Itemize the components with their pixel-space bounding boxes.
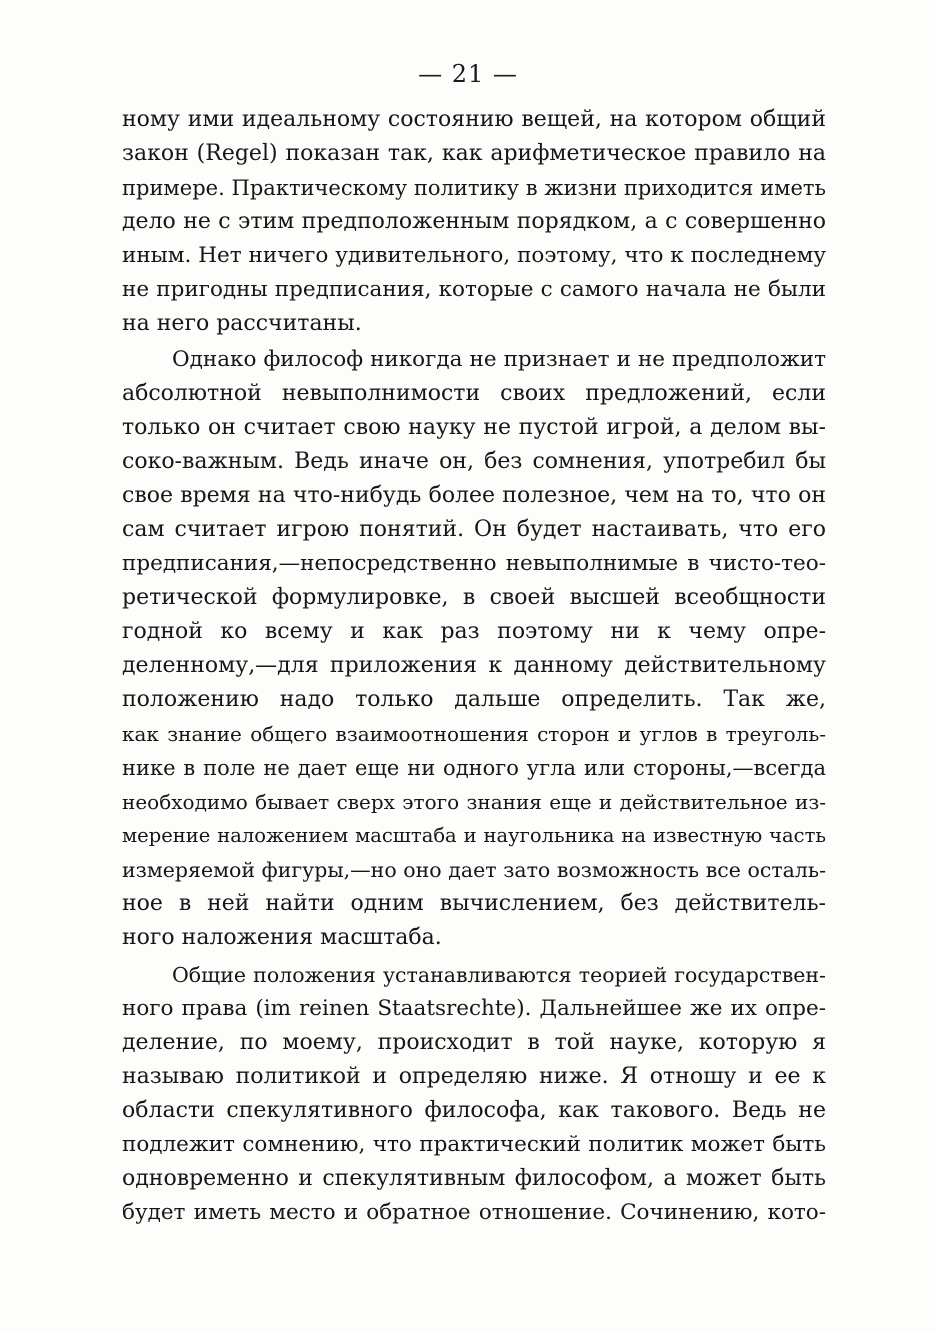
text-line: на него рассчитаны. (122, 311, 362, 336)
text-line: будет иметь место и обратное отношение. Сочинению, кото- (122, 1200, 826, 1225)
text-line: подлежит сомнению, что практический политик может быть (122, 1132, 826, 1157)
paragraph-3 (122, 958, 826, 1230)
text-line: сам считает игрою понятий. Он будет настаивать, что его (122, 517, 826, 542)
text-line: свое время на что-нибудь более полезное, чем на то, что он (122, 483, 826, 508)
text-line: соко-важным. Ведь иначе он, без сомнения, употребил бы (122, 449, 826, 474)
text-line: ному ими идеальному состоянию вещей, на котором общий (122, 107, 826, 132)
paragraph-1 (122, 103, 826, 341)
text-line: ного права (im reinen Staatsrechte). Дальнейшее же их опре- (122, 996, 826, 1021)
text-line: ретической формулировке, в своей высшей всеобщности (122, 585, 826, 610)
text-line: мерение наложением масштаба и наугольника на известную часть (122, 824, 826, 847)
text-line: иным. Нет ничего удивительного, поэтому, что к последнему (122, 243, 826, 268)
text-line: не пригодны предписания, которые с самого начала не были (122, 277, 826, 302)
text-line: деленному,—для приложения к данному действительному (122, 653, 826, 678)
text-line: Однако философ никогда не признает и не предположит (172, 347, 826, 372)
text-line: измеряемой фигуры,—но оно дает зато возможность все осталь- (122, 858, 826, 882)
text-line: необходимо бывает сверх этого знания еще и действительное из- (122, 790, 826, 814)
text-line: ное в ней найти одним вычислением, без действитель- (122, 891, 826, 916)
text-line: как знание общего взаимоотношения сторон и углов в треуголь- (122, 722, 826, 746)
text-line: ного наложения масштаба. (122, 925, 442, 950)
text-line: называю политикой и определяю ниже. Я отношу и ее к (122, 1064, 826, 1089)
text-line: области спекулятивного философа, как такового. Ведь не (122, 1098, 826, 1123)
text-line: абсолютной невыполнимости своих предложений, если (122, 381, 826, 406)
text-line: закон (Regel) показан так, как арифметическое правило на (122, 141, 826, 166)
page-number: — 21 — (418, 60, 518, 88)
text-line: нике в поле не дает еще ни одного угла или стороны,—всегда (122, 756, 826, 780)
paragraph-2 (122, 343, 826, 955)
text-line: Общие положения устанавливаются теорией государствен- (172, 963, 826, 987)
text-line: предписания,—непосредственно невыполнимые в чисто-тео- (122, 551, 826, 576)
text-line: годной ко всему и как раз поэтому ни к чему опре- (122, 619, 826, 644)
text-line: только он считает свою науку не пустой игрой, а делом вы- (122, 415, 826, 440)
text-line: положению надо только дальше определить. Так же, (122, 687, 826, 712)
text-line: примере. Практическому политику в жизни приходится иметь (122, 176, 826, 200)
text-line: деление, по моему, происходит в той науке, которую я (122, 1030, 826, 1055)
text-line: одновременно и спекулятивным философом, а может быть (122, 1166, 826, 1191)
text-line: дело не с этим предположенным порядком, а с совершенно (122, 209, 826, 234)
